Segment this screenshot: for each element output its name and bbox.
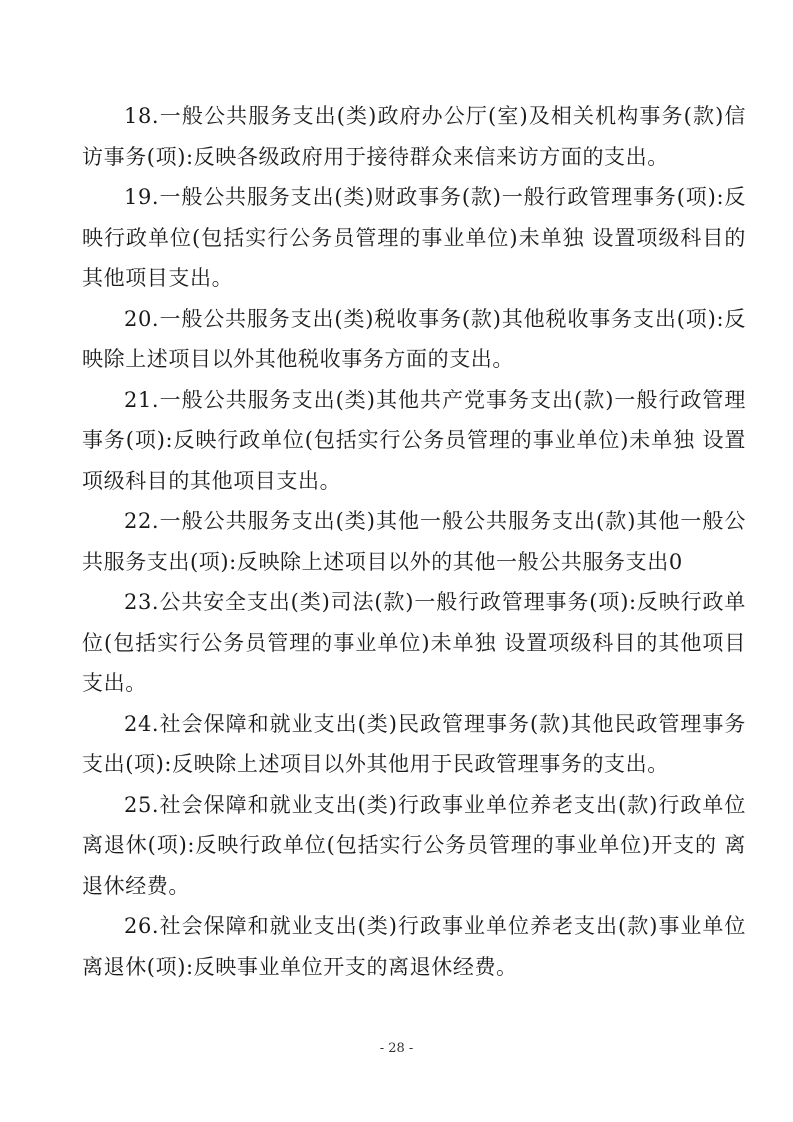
paragraph-18: 18.一般公共服务支出(类)政府办公厅(室)及相关机构事务(款)信访事务(项):反映各级政府用于接待群众来信来访方面的支出。 <box>82 104 746 169</box>
page-number: - 28 - <box>379 1041 414 1056</box>
paragraph-24: 24.社会保障和就业支出(类)民政管理事务(款)其他民政管理事务支出(项):反映除上述项目以外其他用于民政管理事务的支出。 <box>82 711 746 776</box>
paragraph-21: 21.一般公共服务支出(类)其他共产党事务支出(款)一般行政管理事务(项):反映行政单位(包括实行公务员管理的事业单位)未单独 设置项级科目的其他项目支出。 <box>82 387 746 493</box>
paragraph-25: 25.社会保障和就业支出(类)行政事业单位养老支出(款)行政单位离退休(项):反映行政单位(包括实行公务员管理的事业单位)开支的 离退休经费。 <box>82 792 746 898</box>
paragraph-26: 26.社会保障和就业支出(类)行政事业单位养老支出(款)事业单位离退休(项):反映事业单位开支的离退休经费。 <box>82 914 746 979</box>
document-body <box>82 96 746 987</box>
paragraph-19: 19.一般公共服务支出(类)财政事务(款)一般行政管理事务(项):反映行政单位(包括实行公务员管理的事业单位)未单独 设置项级科目的其他项目支出。 <box>82 185 746 290</box>
paragraph-23: 23.公共安全支出(类)司法(款)一般行政管理事务(项):反映行政单位(包括实行公务员管理的事业单位)未单独 设置项级科目的其他项目支出。 <box>82 590 746 695</box>
paragraph-22: 22.一般公共服务支出(类)其他一般公共服务支出(款)其他一般公共服务支出(项):反映除上述项目以外的其他一般公共服务支出0 <box>82 509 746 574</box>
paragraph-20: 20.一般公共服务支出(类)税收事务(款)其他税收事务支出(项):反映除上述项目以外其他税收事务方面的支出。 <box>82 306 746 371</box>
